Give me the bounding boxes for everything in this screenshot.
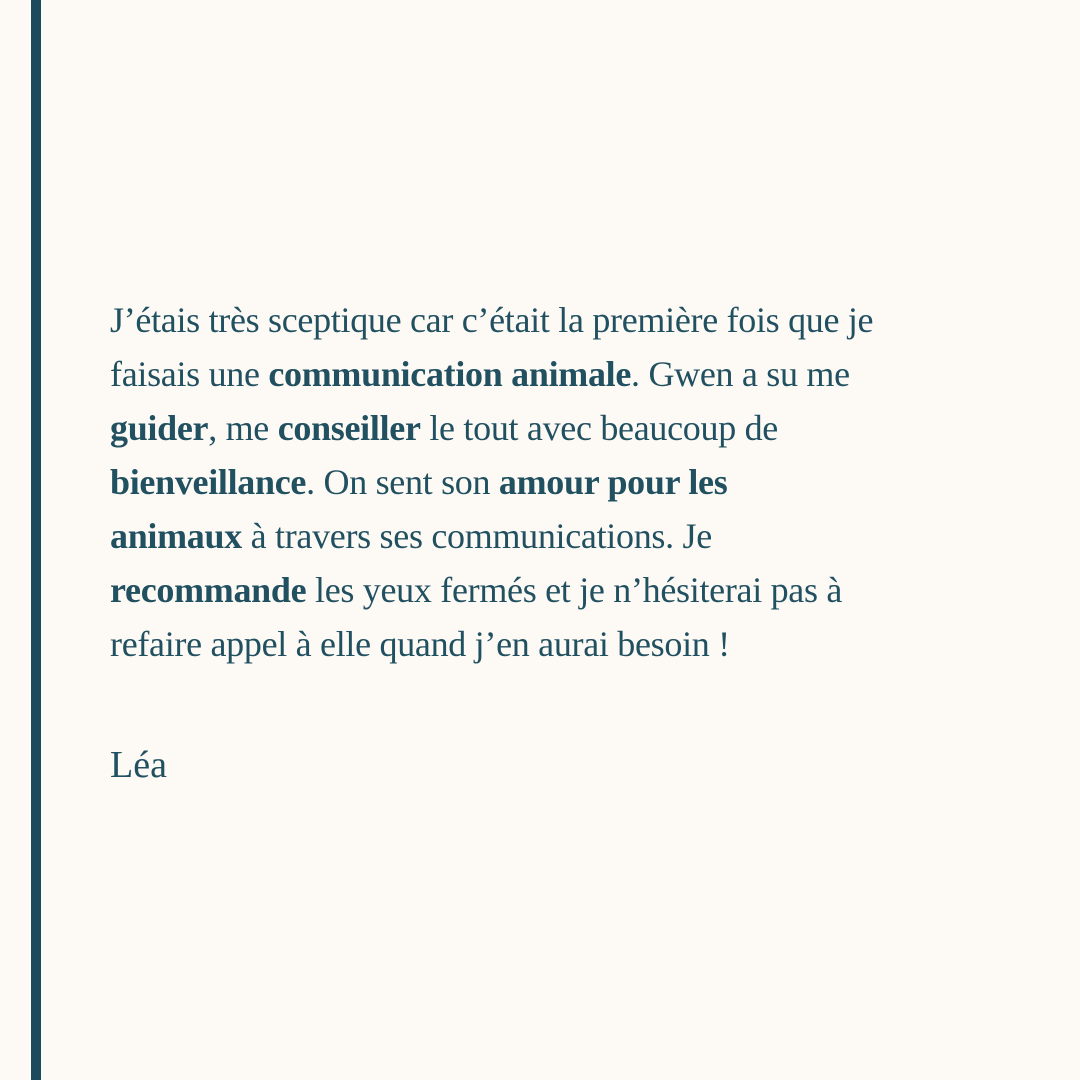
quote-segment: . On sent son [306,462,499,502]
quote-segment-bold: communication animale [268,354,632,394]
quote-segment: , me [208,408,278,448]
quote-line [110,455,1040,509]
quote-segment: les yeux fermés et je n’hésiterai pas à [306,570,843,610]
quote-segment: faisais une [110,354,269,394]
signature: Léa [110,744,167,786]
quote-segment: à travers ses communications. Je [241,516,712,556]
quote-segment: J’étais très sceptique car c’était la première fois que je [110,300,874,340]
accent-bar [31,0,41,1080]
quote-segment: . Gwen a su me [631,354,850,394]
quote-line [110,617,1040,671]
quote-segment-bold: guider [110,408,209,448]
testimonial-quote [110,293,1040,671]
quote-segment-bold: bienveillance [110,462,307,502]
quote-segment-bold: recommande [110,570,307,610]
quote-segment-bold: animaux [110,516,242,556]
quote-segment-bold: amour pour les [498,462,728,502]
quote-segment-bold: conseiller [277,408,421,448]
quote-line [110,509,1040,563]
quote-segment: refaire appel à elle quand j’en aurai besoin ! [110,624,730,664]
quote-line [110,347,1040,401]
quote-line [110,293,1040,347]
quote-line [110,563,1040,617]
quote-line [110,401,1040,455]
quote-segment: le tout avec beaucoup de [420,408,778,448]
